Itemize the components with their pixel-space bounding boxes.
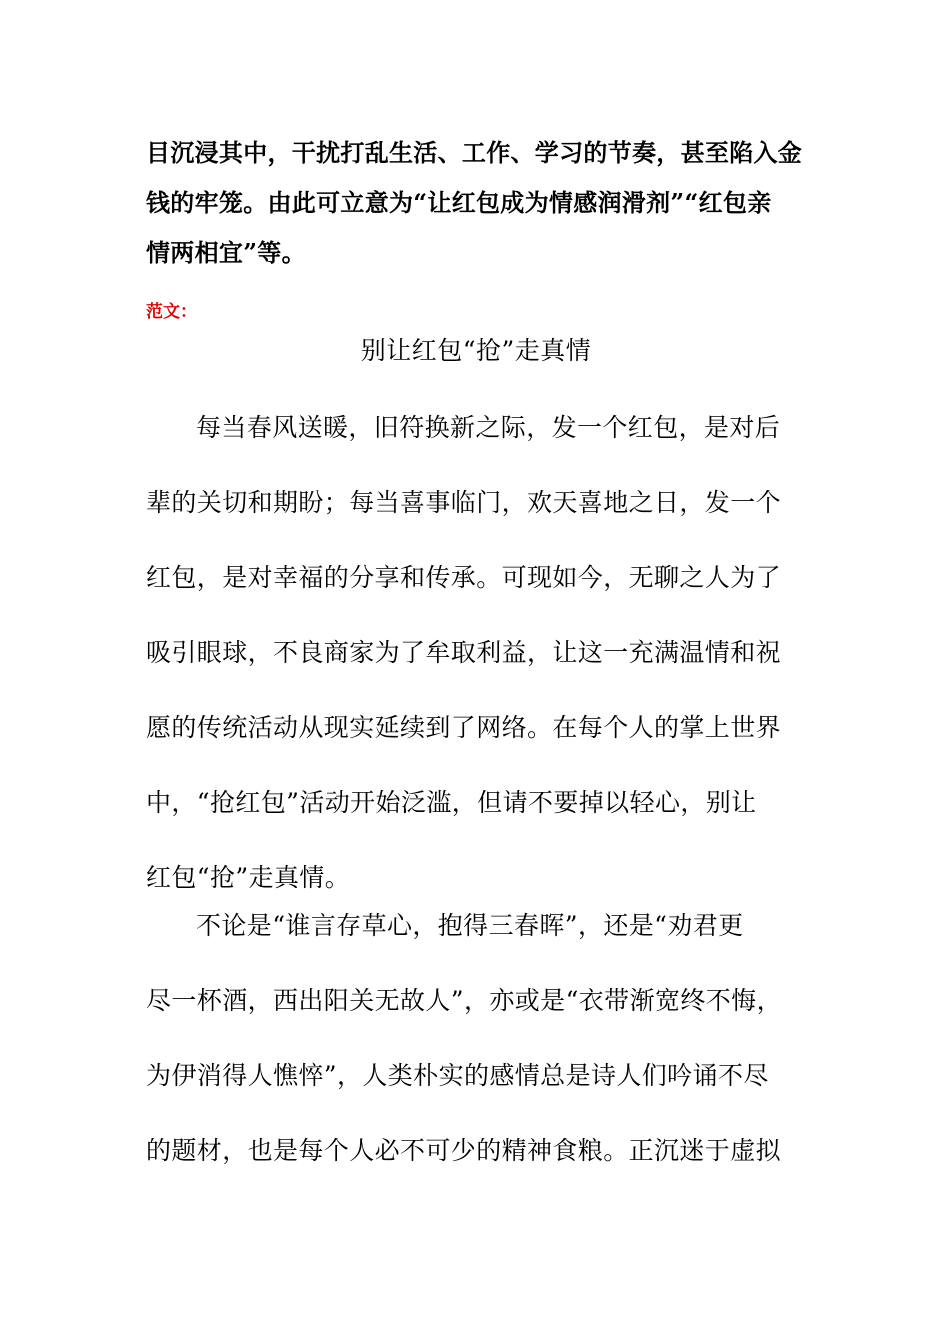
paragraph-line: 红包，是对幸福的分享和传承。可现如今，无聊之人为了 [146,563,782,592]
essay-title: 别让红包“抢”走真情 [360,336,592,365]
paragraph-line: 愿的传统活动从现实延续到了网络。在每个人的掌上世界 [146,713,782,742]
intro-paragraph [146,128,806,278]
intro-line: 钱的牢笼。由此可立意为“让红包成为情感润滑剂”“红包亲 [146,188,772,217]
paragraph-line: 尽一杯酒，西出阳关无故人”，亦或是“衣带渐宽终不悔， [146,986,782,1015]
paragraph-line: 吸引眼球，不良商家为了牟取利益，让这一充满温情和祝 [146,638,782,667]
paragraph-line: 辈的关切和期盼；每当喜事临门，欢天喜地之日，发一个 [146,488,782,517]
paragraph-line: 为伊消得人憔悴”，人类朴实的感情总是诗人们吟诵不尽 [146,1061,769,1090]
sample-essay-label: 范文： [146,302,197,322]
essay-paragraph-2 [146,888,806,1188]
paragraph-line: 每当春风送暖，旧符换新之际，发一个红包，是对后 [196,413,781,442]
paragraph-line: 不论是“谁言存草心，抱得三春晖”，还是“劝君更 [196,911,744,940]
intro-line: 目沉浸其中，干扰打乱生活、工作、学习的节奏，甚至陷入金 [146,138,803,167]
intro-line: 情两相宜”等。 [146,238,306,267]
paragraph-line: 红包“抢”走真情。 [146,863,351,892]
paragraph-line: 的题材，也是每个人必不可少的精神食粮。正沉迷于虚拟 [146,1136,782,1165]
paragraph-line: 中，“抢红包”活动开始泛滥，但请不要掉以轻心，别让 [146,788,757,817]
essay-paragraph-1 [146,390,806,915]
